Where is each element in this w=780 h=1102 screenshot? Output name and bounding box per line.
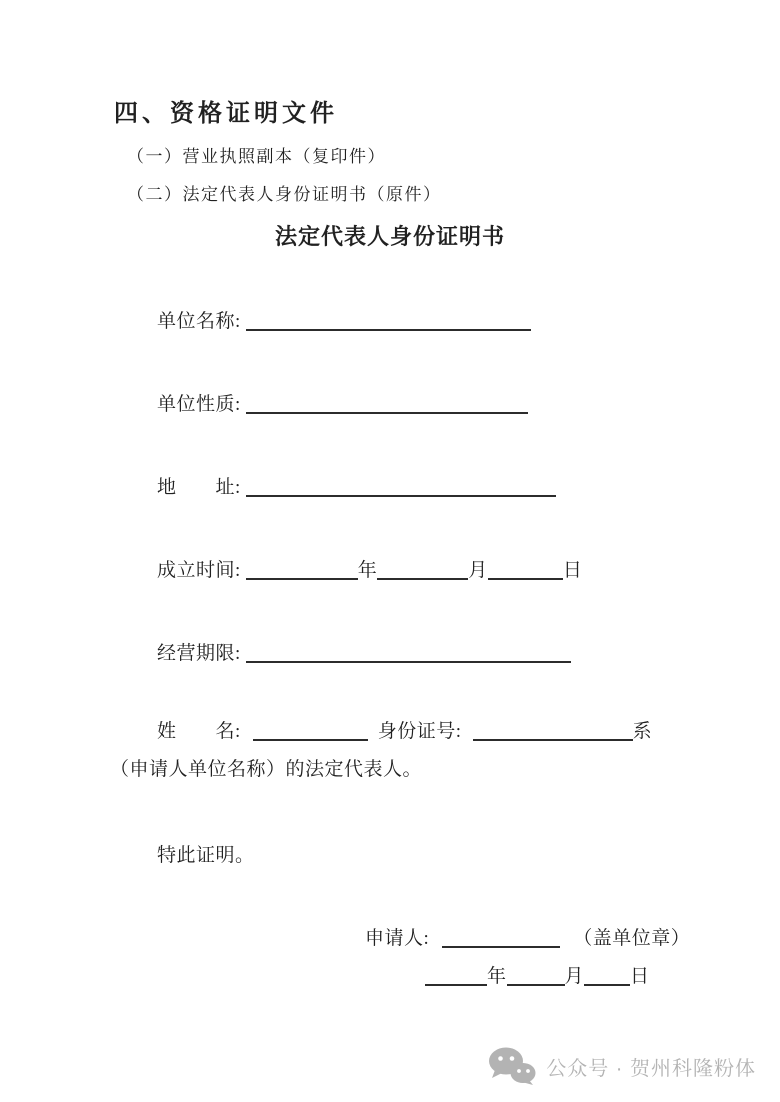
list-item-legal-rep-cert: （二）法定代表人身份证明书（原件） [127, 185, 442, 204]
year-suffix: 年 [357, 560, 378, 581]
field-row-sign-date [425, 961, 650, 988]
sign-year-suffix: 年 [487, 966, 507, 987]
wechat-icon [488, 1047, 536, 1085]
unit-nature-blank [246, 411, 528, 414]
applicant-blank [442, 945, 560, 948]
legal-rep-note: （申请人单位名称）的法定代表人。 [110, 759, 423, 780]
applicant-label: 申请人: [365, 928, 430, 949]
address-label: 地 址: [157, 477, 241, 498]
field-row-name-id [157, 716, 652, 743]
seal-note: （盖单位章） [573, 928, 691, 949]
sign-day-blank [584, 983, 630, 986]
watermark-text: 公众号 · 贺州科隆粉体 [546, 1057, 756, 1080]
month-suffix: 月 [468, 560, 488, 581]
field-row-applicant [365, 923, 690, 950]
unit-name-label: 单位名称: [157, 311, 241, 332]
day-suffix: 日 [562, 560, 583, 581]
sign-day-suffix: 日 [630, 966, 650, 987]
business-term-label: 经营期限: [157, 643, 241, 664]
founded-date-label: 成立时间: [157, 560, 241, 581]
sign-year-blank [425, 983, 487, 986]
name-label: 姓 名: [157, 721, 241, 742]
sign-month-suffix: 月 [564, 966, 585, 987]
unit-nature-label: 单位性质: [157, 394, 241, 415]
name-blank [253, 738, 368, 741]
business-term-blank [246, 660, 571, 663]
field-row-unit-name [157, 306, 531, 333]
field-row-founded-date [157, 555, 582, 582]
founded-month-blank [377, 577, 468, 580]
is-suffix: 系 [632, 721, 653, 742]
section-heading: 四、资格证明文件 [114, 101, 338, 127]
id-number-label: 身份证号: [377, 721, 462, 742]
field-row-address [157, 472, 556, 499]
field-row-unit-nature [157, 389, 528, 416]
field-row-business-term [157, 638, 571, 665]
address-blank [246, 494, 556, 497]
unit-name-blank [246, 328, 531, 331]
founded-year-blank [246, 577, 358, 580]
form-title: 法定代表人身份证明书 [274, 224, 505, 249]
founded-day-blank [488, 577, 563, 580]
certify-statement: 特此证明。 [157, 845, 255, 866]
sign-month-blank [507, 983, 565, 986]
id-number-blank [473, 738, 633, 741]
watermark-footer [488, 1047, 756, 1085]
list-item-business-license: （一）营业执照副本（复印件） [127, 147, 386, 166]
